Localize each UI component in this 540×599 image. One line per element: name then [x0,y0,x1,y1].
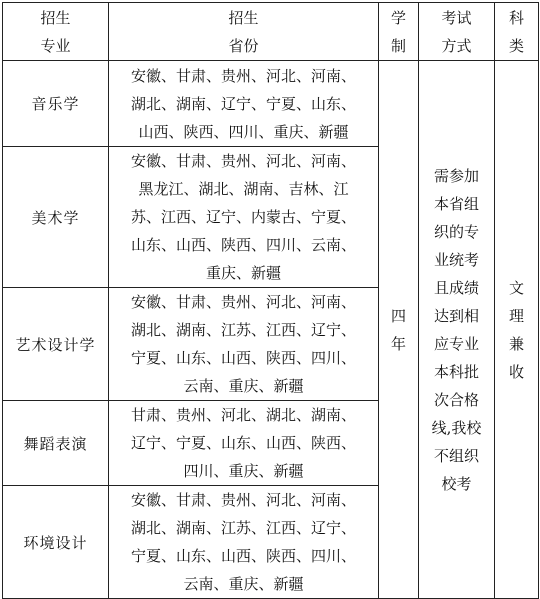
major-cell: 艺术设计学 [3,288,109,401]
provinces-cell: 安徽、甘肃、贵州、河北、河南、 湖北、湖南、江苏、江西、辽宁、 宁夏、山东、山西、陕西、四川、 云南、重庆、新疆 [109,486,379,599]
provinces-cell: 安徽、甘肃、贵州、河北、河南、 黑龙江、湖北、湖南、吉林、江 苏、江西、辽宁、内蒙古、宁夏、 山东、山西、陕西、四川、云南、 重庆、新疆 [109,147,379,288]
major-cell: 音乐学 [3,61,109,147]
major-cell: 美术学 [3,147,109,288]
major-cell: 舞蹈表演 [3,401,109,486]
admission-table [2,2,539,599]
table-row [3,61,539,147]
provinces-cell: 安徽、甘肃、贵州、河北、河南、 湖北、湖南、辽宁、宁夏、山东、 山西、陕西、四川、重庆、新疆 [109,61,379,147]
header-duration: 学 制 [379,3,419,61]
header-provinces: 招生 省份 [109,3,379,61]
header-major: 招生 专业 [3,3,109,61]
provinces-cell: 安徽、甘肃、贵州、河北、河南、 湖北、湖南、江苏、江西、辽宁、 宁夏、山东、山西、陕西、四川、 云南、重庆、新疆 [109,288,379,401]
header-exam: 考试 方式 [419,3,495,61]
duration-cell: 四 年 [379,61,419,599]
provinces-cell: 甘肃、贵州、河北、湖北、湖南、 辽宁、宁夏、山东、山西、陕西、 四川、重庆、新疆 [109,401,379,486]
major-cell: 环境设计 [3,486,109,599]
header-row [3,3,539,61]
exam-method-cell: 需参加 本省组 织的专 业统考 且成绩 达到相 应专业 本科批 次合格 线,我校 不组织 校考 [419,61,495,599]
header-category: 科 类 [495,3,539,61]
category-cell: 文 理 兼 收 [495,61,539,599]
